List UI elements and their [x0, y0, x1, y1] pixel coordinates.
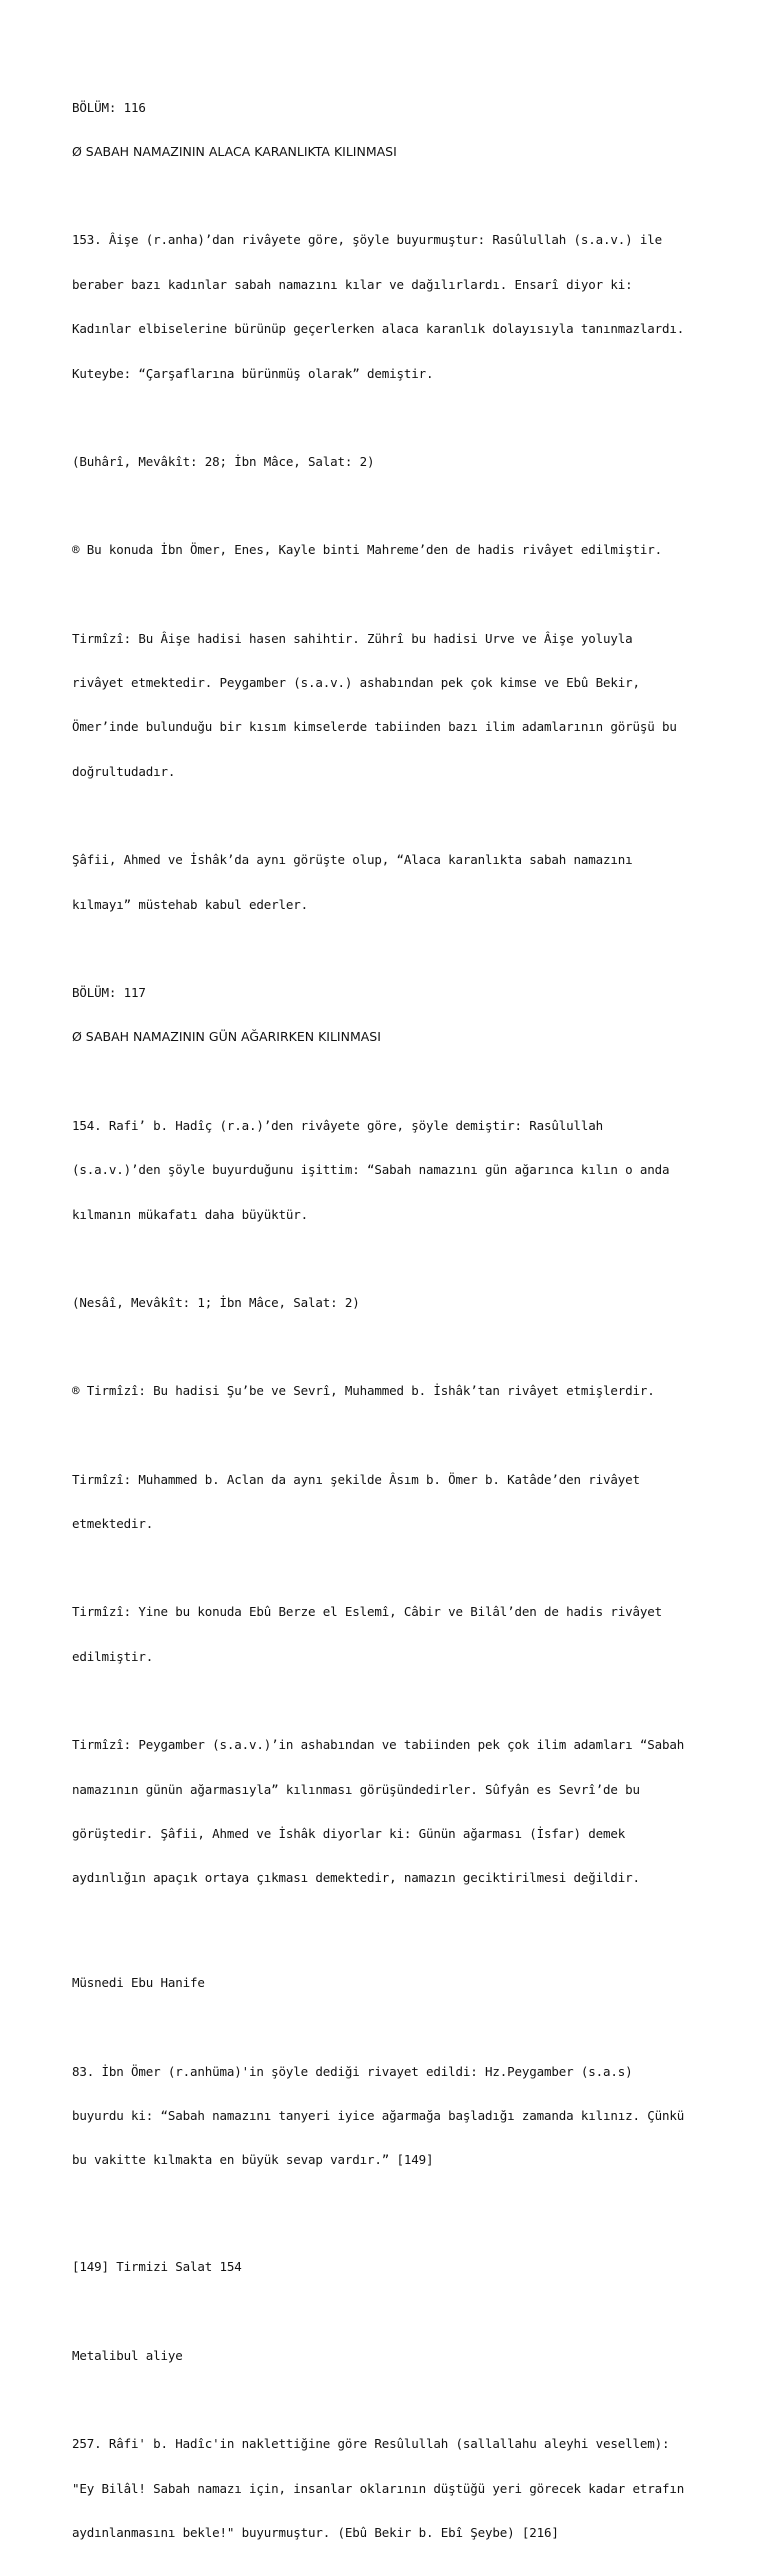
tirmizi-154-commentary-b: [72, 1576, 712, 1694]
commentary-line: Tirmîzî: Peygamber (s.a.v.)’in ashabından ve tabiinden pek çok ilim adamları “Sabah: [72, 1737, 685, 1753]
hadith-154-note: [72, 1355, 712, 1429]
hadith-153-note: [72, 514, 712, 588]
commentary-line: doğrultudadır.: [72, 763, 176, 779]
hadith-154-paragraph: [72, 1089, 712, 1252]
hadith-153-line: Kadınlar elbiselerine bürünüp geçerlerken alaca karanlık dolayısıyla tanınmazlardı.: [72, 321, 685, 337]
commentary-line: aydınlığın apaçık ortaya çıkması demektedir, namazın geciktirilmesi değildir.: [72, 1870, 640, 1886]
hadith-83-line: buyurdu ki: “Sabah namazını tanyeri iyice ağarmağa başladığı zamanda kılınız. Çünkü: [72, 2108, 685, 2124]
commentary-line: edilmiştir.: [72, 1648, 154, 1664]
commentary-line: etmektedir.: [72, 1516, 154, 1532]
hadith-153-line: beraber bazı kadınlar sabah namazını kılar ve dağılırlardı. Ensarî diyor ki:: [72, 276, 633, 292]
hadith-257-line: aydınlanmasını bekle!" buyurmuştur. (Ebû Bekir b. Ebî Şeybe) [216]: [72, 2525, 559, 2540]
hadith-153-line: 153. Âişe (r.anha)’dan rivâyete göre, şöyle buyurmuştur: Rasûlullah (s.a.v.) ile: [72, 232, 663, 248]
hadith-83-paragraph: [72, 2035, 712, 2198]
note-line: ® Tirmîzî: Bu hadisi Şu’be ve Sevrî, Muhammed b. İshâk’tan rivâyet etmişlerdir.: [72, 1383, 655, 1399]
tirmizi-154-commentary-c: [72, 1709, 712, 1916]
note-line: ® Bu konuda İbn Ömer, Enes, Kayle binti Mahreme’den de hadis rivâyet edilmiştir.: [72, 542, 663, 558]
commentary-line: görüştedir. Şâfii, Ahmed ve İshâk diyorlar ki: Günün ağarması (İsfar) demek: [72, 1825, 626, 1841]
commentary-line: Ömer’inde bulunduğu bir kısım kimselerde tabiinden bazı ilim adamlarının görüşü bu: [72, 719, 677, 735]
hadith-154-source: [72, 1266, 712, 1340]
safii-153-commentary: [72, 824, 712, 942]
hadith-154-line: kılmanın mükafatı daha büyüktür.: [72, 1206, 309, 1222]
hadith-257-line: 257. Râfi' b. Hadîc'in naklettiğine göre Resûlullah (sallallahu aleyhi vesellem):: [72, 2436, 670, 2452]
commentary-line: Şâfii, Ahmed ve İshâk’da aynı görüşte olup, “Alaca karanlıkta sabah namazını: [72, 852, 633, 868]
commentary-line: Tirmîzî: Muhammed b. Aclan da aynı şekilde Âsım b. Ömer b. Katâde’den rivâyet: [72, 1471, 640, 1487]
chapter-116-heading: [72, 71, 712, 189]
source-book-title: Müsnedi Ebu Hanife: [72, 1975, 205, 1991]
commentary-line: namazının günün ağarmasıyla” kılınması görüşündedirler. Sûfyân es Sevrî’de bu: [72, 1781, 640, 1797]
musned-ebu-hanife-title: [72, 1947, 712, 2021]
source-book-title: Metalibul aliye: [72, 2347, 183, 2363]
hadith-154-line: 154. Rafi’ b. Hadîç (r.a.)’den rivâyete göre, şöyle demiştir: Rasûlullah: [72, 1117, 604, 1133]
metalibul-aliye-title: [72, 2319, 712, 2393]
commentary-line: Tirmîzî: Bu Âişe hadisi hasen sahihtir. Zührî bu hadisi Urve ve Âişe yoluyla: [72, 630, 633, 646]
chapter-116-title: Ø SABAH NAMAZININ ALACA KARANLIKTA KILINMASI: [72, 143, 397, 159]
hadith-153-source: [72, 425, 712, 499]
hadith-153-paragraph: [72, 204, 712, 411]
hadith-83-line: bu vakitte kılmakta en büyük sevap vardır.” [149]: [72, 2152, 434, 2168]
hadith-154-line: (s.a.v.)’den şöyle buyurduğunu işittim: “Sabah namazını gün ağarınca kılın o anda: [72, 1162, 670, 1178]
hadith-83-line: 83. İbn Ömer (r.anhüma)'in şöyle dediği rivayet edildi: Hz.Peygamber (s.a.s): [72, 2063, 633, 2079]
commentary-line: kılmayı” müstehab kabul ederler.: [72, 896, 309, 912]
hadith-153-line: Kuteybe: “Çarşaflarına bürünmüş olarak” demiştir.: [72, 365, 434, 381]
document-page: [72, 71, 712, 2570]
source-line: (Nesâî, Mevâkît: 1; İbn Mâce, Salat: 2): [72, 1294, 360, 1310]
footnote-line: [149] Tirmizi Salat 154: [72, 2259, 242, 2275]
chapter-116-number: BÖLÜM: 116: [72, 99, 146, 115]
hadith-257-paragraph: [72, 2408, 712, 2570]
source-line: (Buhârî, Mevâkît: 28; İbn Mâce, Salat: 2): [72, 453, 375, 469]
hadith-257-line: "Ey Bilâl! Sabah namazı için, insanlar oklarının düştüğü yeri görecek kadar etrafın: [72, 2480, 685, 2496]
commentary-line: rivâyet etmektedir. Peygamber (s.a.v.) ashabından pek çok kimse ve Ebû Bekir,: [72, 675, 640, 691]
chapter-117-number: BÖLÜM: 117: [72, 984, 146, 1000]
tirmizi-154-commentary-a: [72, 1443, 712, 1561]
chapter-117-title: Ø SABAH NAMAZININ GÜN AĞARIRKEN KILINMASI: [72, 1029, 381, 1045]
tirmizi-153-commentary: [72, 602, 712, 809]
chapter-117-heading: [72, 956, 712, 1074]
footnote-149: [72, 2231, 712, 2305]
commentary-line: Tirmîzî: Yine bu konuda Ebû Berze el Eslemî, Câbir ve Bilâl’den de hadis rivâyet: [72, 1604, 663, 1620]
